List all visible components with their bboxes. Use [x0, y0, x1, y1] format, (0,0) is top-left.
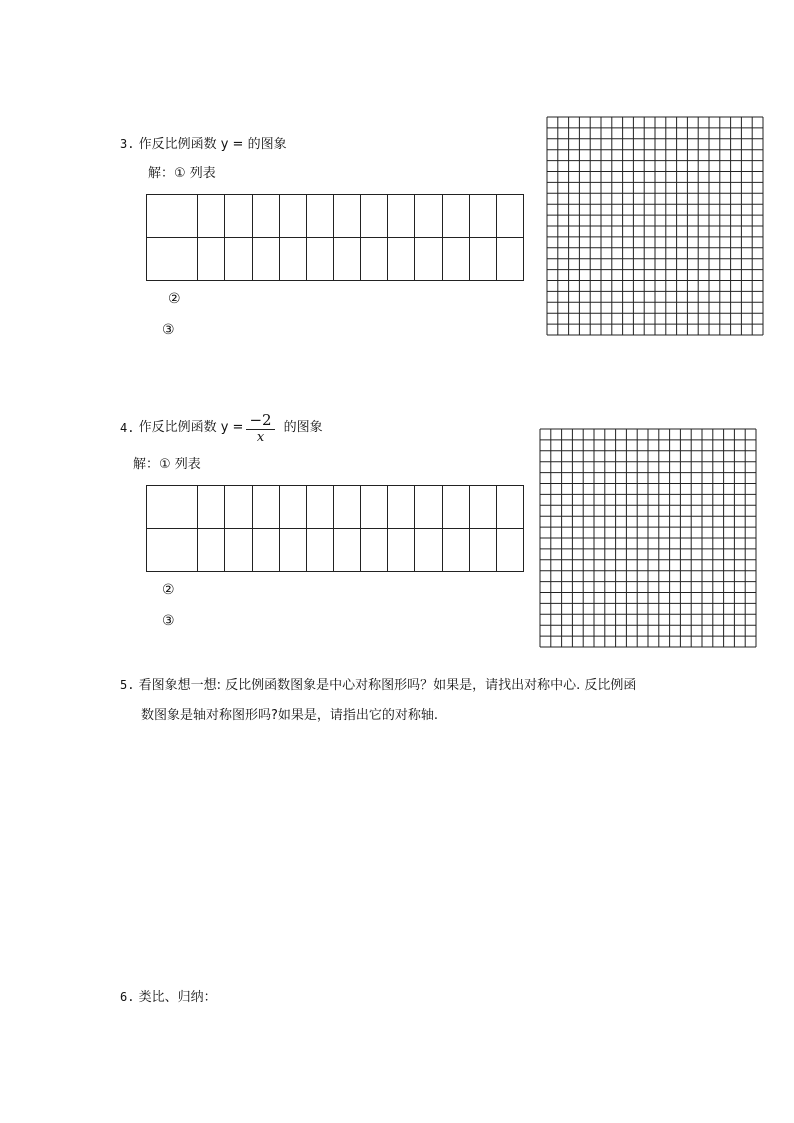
coordinate-grid-problem-4[interactable] [539, 428, 757, 648]
table-cell[interactable] [225, 238, 252, 281]
table-cell[interactable] [252, 486, 279, 529]
table-cell[interactable] [279, 195, 306, 238]
table-cell[interactable] [361, 195, 388, 238]
problem-4-solution-line [133, 457, 201, 473]
problem-3-step3: ③ [162, 322, 175, 338]
table-row [147, 238, 524, 281]
table-row [147, 195, 524, 238]
table-cell[interactable] [388, 486, 415, 529]
table-cell[interactable] [306, 238, 333, 281]
table-cell[interactable] [469, 195, 496, 238]
table-cell[interactable] [306, 529, 333, 572]
table-cell[interactable] [306, 195, 333, 238]
table-cell[interactable] [333, 238, 360, 281]
table-cell[interactable] [252, 195, 279, 238]
problem-3-number: 3. [120, 137, 135, 151]
problem-6-number: 6. [120, 990, 135, 1004]
table-cell[interactable] [496, 195, 523, 238]
table-cell[interactable] [361, 238, 388, 281]
table-cell[interactable] [225, 529, 252, 572]
table-cell[interactable] [388, 529, 415, 572]
table-cell[interactable] [415, 486, 442, 529]
table-cell[interactable] [442, 195, 469, 238]
table-cell[interactable] [442, 486, 469, 529]
problem-4-step3: ③ [162, 613, 175, 629]
problem-4-step2: ② [162, 582, 175, 598]
problem-3-solution-line [148, 166, 216, 182]
table-cell[interactable] [415, 238, 442, 281]
table-header-cell[interactable] [147, 486, 198, 529]
table-cell[interactable] [252, 529, 279, 572]
problem-5-line-1 [120, 677, 636, 694]
table-row [147, 529, 524, 572]
table-cell[interactable] [225, 195, 252, 238]
problem-4-number: 4. [120, 421, 135, 435]
table-cell[interactable] [252, 238, 279, 281]
table-cell[interactable] [198, 238, 225, 281]
problem-4-title-line [120, 408, 323, 448]
table-row [147, 486, 524, 529]
table-cell[interactable] [333, 486, 360, 529]
table-cell[interactable] [496, 486, 523, 529]
problem-4-title-after: 的图象 [283, 420, 323, 435]
fraction-numerator: −2 [246, 412, 274, 430]
table-cell[interactable] [198, 529, 225, 572]
problem-6-text: 类比、归纳： [138, 990, 217, 1005]
table-cell[interactable] [279, 529, 306, 572]
problem-5-text-1: 看图象想一想: 反比例函数图象是中心对称图形吗？如果是，请找出对称中心. 反比例函 [138, 678, 637, 693]
fraction-denominator: x [256, 429, 265, 445]
table-cell[interactable] [496, 238, 523, 281]
table-cell[interactable] [469, 529, 496, 572]
table-cell[interactable] [415, 529, 442, 572]
table-cell[interactable] [225, 486, 252, 529]
problem-4-value-table [146, 485, 524, 572]
problem-5-number: 5. [120, 678, 135, 692]
table-cell[interactable] [469, 238, 496, 281]
problem-3-step1: ① 列表 [174, 166, 216, 181]
table-cell[interactable] [361, 529, 388, 572]
table-cell[interactable] [361, 486, 388, 529]
table-cell[interactable] [198, 195, 225, 238]
table-cell[interactable] [415, 195, 442, 238]
problem-4-title-before: 作反比例函数 y = [138, 420, 244, 435]
table-cell[interactable] [388, 238, 415, 281]
table-cell[interactable] [442, 529, 469, 572]
table-header-cell[interactable] [147, 238, 198, 281]
table-cell[interactable] [279, 238, 306, 281]
problem-4-step1: ① 列表 [159, 457, 201, 472]
table-cell[interactable] [442, 238, 469, 281]
problem-3-title-line [120, 136, 287, 153]
problem-5-line-2: 数图象是轴对称图形吗?如果是，请指出它的对称轴. [141, 708, 439, 723]
table-header-cell[interactable] [147, 529, 198, 572]
fraction-minus-2-over-x [246, 412, 274, 445]
table-cell[interactable] [333, 529, 360, 572]
table-cell[interactable] [306, 486, 333, 529]
problem-3-solution-label: 解： [148, 166, 175, 181]
coordinate-grid-problem-3[interactable] [546, 116, 764, 336]
table-cell[interactable] [496, 529, 523, 572]
problem-3-title: 作反比例函数 y = 的图象 [138, 137, 287, 152]
table-cell[interactable] [388, 195, 415, 238]
table-cell[interactable] [198, 486, 225, 529]
table-cell[interactable] [333, 195, 360, 238]
problem-3-value-table [146, 194, 524, 281]
problem-3-step2: ② [168, 291, 181, 307]
problem-4-solution-label: 解： [133, 457, 160, 472]
table-cell[interactable] [469, 486, 496, 529]
table-cell[interactable] [279, 486, 306, 529]
problem-6-line [120, 989, 217, 1006]
table-header-cell[interactable] [147, 195, 198, 238]
